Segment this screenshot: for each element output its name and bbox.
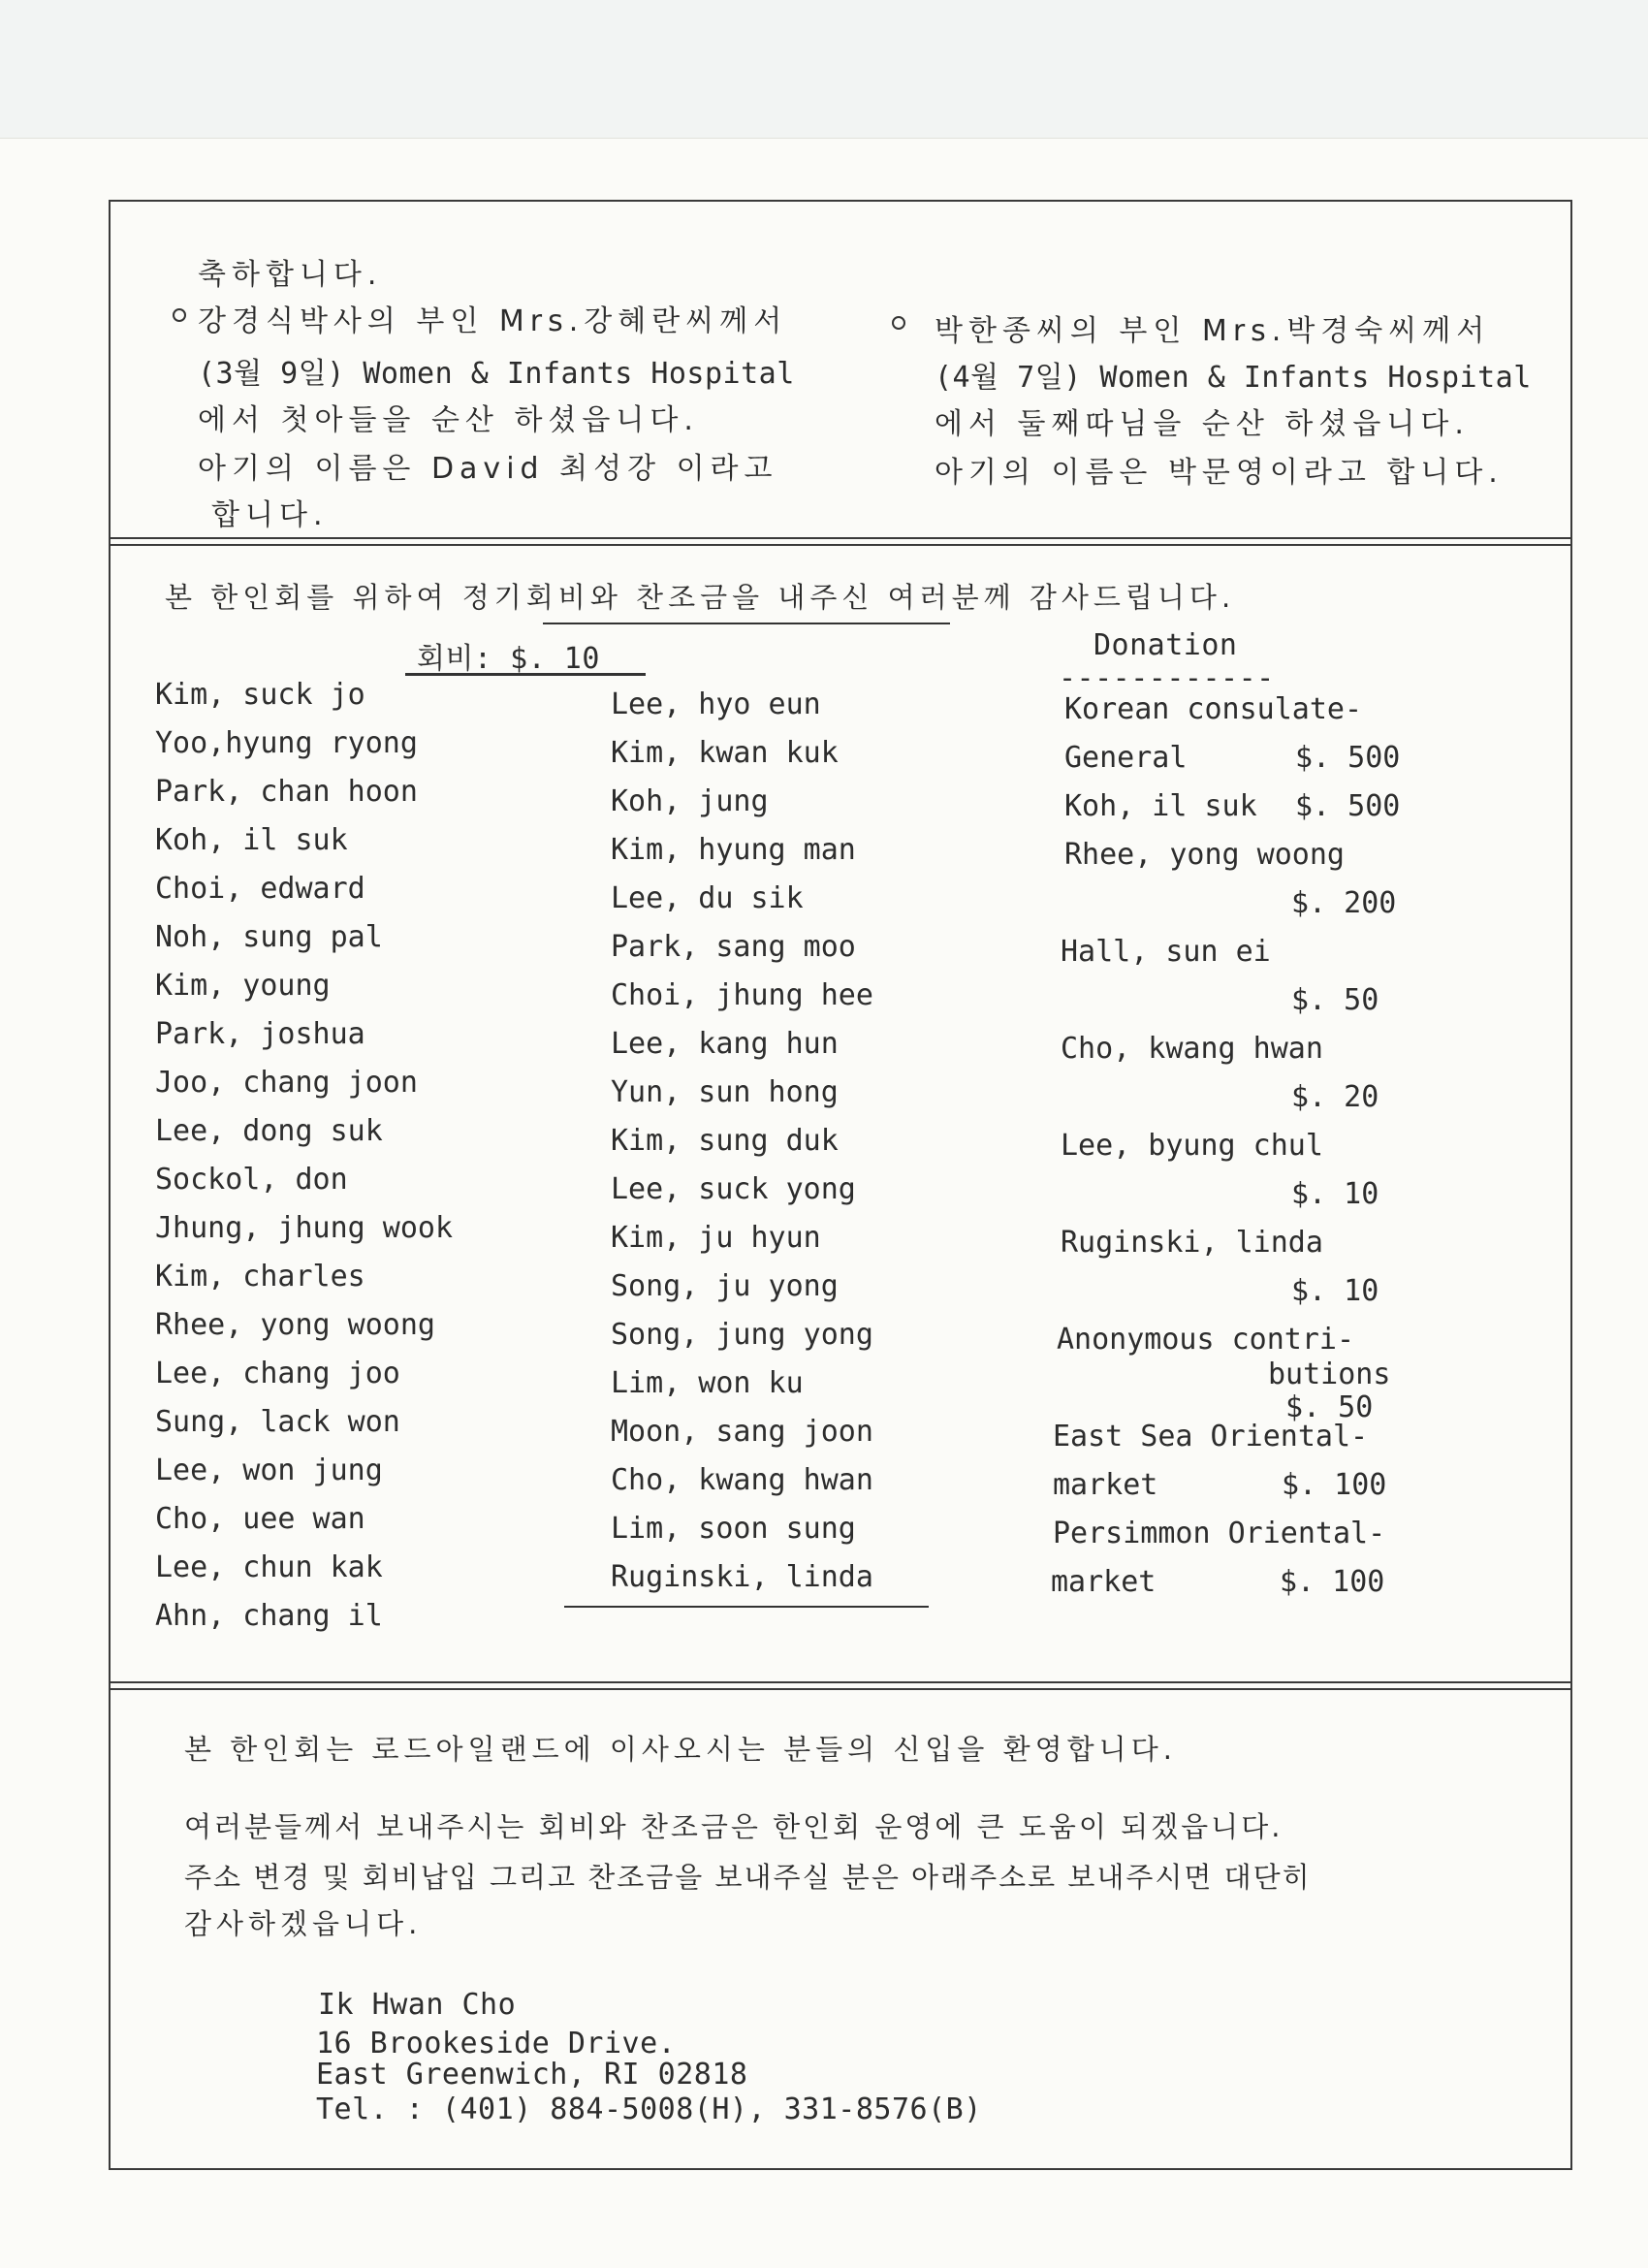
announce-left-line4: 아기의 이름은 David 최성강 이라고 (198, 452, 778, 486)
donation-8-name-cont: butions (1268, 1358, 1391, 1391)
member-name: Kim, hyung man (611, 833, 856, 867)
member-name: Kim, kwan kuk (611, 736, 839, 770)
donation-4-name: Hall, sun ei (1061, 935, 1271, 969)
announce-right-line4: 아기의 이름은 박문영이라고 합니다. (935, 456, 1504, 490)
donation-8-amount: $. 50 (1285, 1390, 1374, 1424)
contact-name: Ik Hwan Cho (318, 1988, 517, 2022)
bullet-left (173, 308, 186, 322)
donation-9-name-cont: market (1053, 1468, 1158, 1502)
member-name: Kim, young (155, 969, 331, 1003)
donation-9-amount: $. 100 (1282, 1468, 1387, 1502)
donation-5-amount: $. 20 (1291, 1080, 1379, 1114)
announce-left-line2: (3월 9일) Women & Infants Hospital (198, 357, 795, 391)
donation-10-name: Persimmon Oriental- (1053, 1517, 1386, 1550)
donation-6-name: Lee, byung chul (1061, 1129, 1323, 1163)
member-name: Yun, sun hong (611, 1075, 839, 1109)
thanks-heading: 본 한인회를 위하여 정기회비와 찬조금을 내주신 여러분께 감사드립니다. (165, 581, 1236, 614)
donation-dashes: ------------ (1059, 661, 1275, 695)
member-name: Lee, dong suk (155, 1114, 383, 1148)
welcome-line3: 주소 변경 및 회비납입 그리고 찬조금을 보내주실 분은 아래주소로 보내주시면 대단히 (184, 1861, 1312, 1894)
announce-right-line1: 박한종씨의 부인 Mrs.박경숙씨께서 (935, 314, 1491, 348)
member-name: Lee, du sik (611, 881, 804, 915)
welcome-line1: 본 한인회는 로드아일랜드에 이사오시는 분들의 신입을 환영합니다. (184, 1733, 1177, 1766)
donation-7-name: Ruginski, linda (1061, 1226, 1323, 1260)
donation-4-amount: $. 50 (1291, 983, 1379, 1017)
member-name: Cho, kwang hwan (611, 1463, 873, 1497)
donation-1-name: Korean consulate- (1064, 692, 1363, 726)
donation-10-name-cont: market (1051, 1565, 1157, 1599)
member-name: Moon, sang joon (611, 1415, 873, 1449)
member-name: Kim, suck jo (155, 678, 365, 712)
announce-left-line3: 에서 첫아들을 순산 하셨읍니다. (198, 403, 699, 437)
member-name: Rhee, yong woong (155, 1308, 435, 1342)
member-name: Lim, soon sung (611, 1512, 856, 1546)
member-name: Lee, chun kak (155, 1550, 383, 1584)
member-name: Park, sang moo (611, 930, 856, 964)
donation-7-amount: $. 10 (1291, 1274, 1379, 1308)
member-name: Song, jung yong (611, 1318, 873, 1352)
member-name: Choi, edward (155, 872, 365, 906)
donation-3-amount: $. 200 (1291, 886, 1397, 920)
thanks-heading-underline (543, 623, 950, 624)
member-name: Jhung, jhung wook (155, 1211, 454, 1245)
member-name: Joo, chang joon (155, 1066, 418, 1100)
member-name: Koh, jung (611, 784, 769, 818)
donation-1-amount: $. 500 (1295, 741, 1401, 775)
donation-8-name: Anonymous contri- (1057, 1323, 1355, 1357)
member-name: Lee, kang hun (611, 1027, 839, 1061)
dues-label: 회비: $. 10 (417, 642, 600, 676)
member-name: Koh, il suk (155, 823, 348, 857)
announce-left-line1: 강경식박사의 부인 Mrs.강혜란씨께서 (198, 304, 788, 338)
donation-2-name: Koh, il suk (1064, 789, 1257, 823)
donation-2-amount: $. 500 (1295, 789, 1401, 823)
member-name: Park, joshua (155, 1017, 365, 1051)
column-2-end-rule (564, 1606, 929, 1608)
member-name: Choi, jhung hee (611, 978, 873, 1012)
member-name: Noh, sung pal (155, 920, 383, 954)
member-name: Lee, won jung (155, 1453, 383, 1487)
members-column-2 (611, 681, 873, 1602)
donation-label: Donation (1093, 628, 1238, 662)
members-column-1 (155, 671, 453, 1641)
scan-top-band (0, 0, 1648, 138)
donation-1-name-cont: General (1064, 741, 1188, 775)
announce-left-line5: 합니다. (211, 498, 329, 532)
contact-city: East Greenwich, RI 02818 (316, 2058, 748, 2092)
donation-9-name: East Sea Oriental- (1053, 1420, 1369, 1453)
member-name: Sockol, don (155, 1163, 348, 1197)
contact-tel: Tel. : (401) 884-5008(H), 331-8576(B) (316, 2092, 982, 2126)
member-name: Lee, hyo eun (611, 687, 821, 721)
bullet-right (892, 316, 905, 330)
member-name: Kim, charles (155, 1260, 365, 1294)
section-divider-2 (111, 1681, 1570, 1690)
member-name: Lee, chang joo (155, 1357, 400, 1390)
section-divider-1 (111, 537, 1570, 546)
welcome-line4: 감사하겠읍니다. (184, 1907, 423, 1940)
contact-street: 16 Brookeside Drive. (316, 2027, 677, 2060)
member-name: Song, ju yong (611, 1269, 839, 1303)
member-name: Sung, lack won (155, 1405, 400, 1439)
announce-right-line2: (4월 7일) Women & Infants Hospital (935, 361, 1532, 395)
member-name: Lee, suck yong (611, 1172, 856, 1206)
bottom-rule (111, 2168, 1570, 2170)
member-name: Ruginski, linda (611, 1560, 873, 1594)
donation-6-amount: $. 10 (1291, 1177, 1379, 1211)
member-name: Park, chan hoon (155, 775, 418, 809)
member-name: Lim, won ku (611, 1366, 804, 1400)
member-name: Yoo,hyung ryong (155, 726, 418, 760)
donation-5-name: Cho, kwang hwan (1061, 1032, 1323, 1066)
member-name: Kim, ju hyun (611, 1221, 821, 1255)
donation-10-amount: $. 100 (1280, 1565, 1385, 1599)
donation-3-name: Rhee, yong woong (1064, 838, 1345, 872)
announce-right-line3: 에서 둘째따님을 순산 하셨읍니다. (935, 407, 1470, 441)
member-name: Kim, sung duk (611, 1124, 839, 1158)
member-name: Ahn, chang il (155, 1599, 383, 1633)
welcome-line2: 여러분들께서 보내주시는 회비와 찬조금은 한인회 운영에 큰 도움이 되겠읍니다. (184, 1810, 1284, 1843)
announce-intro: 축하합니다. (198, 258, 383, 292)
member-name: Cho, uee wan (155, 1502, 365, 1536)
